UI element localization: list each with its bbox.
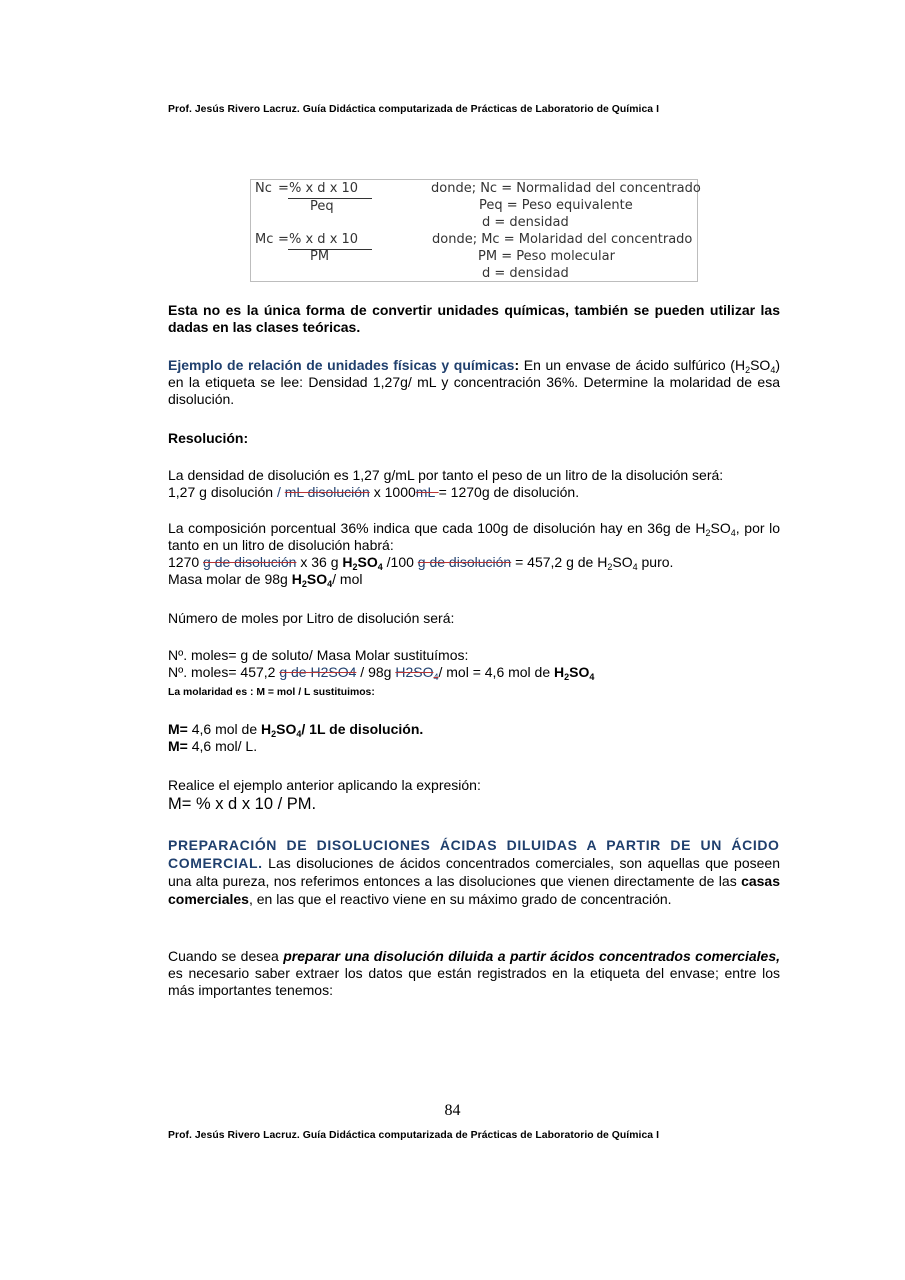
moles-calculation: Nº. moles= g de soluto/ Masa Molar sustituímos: Nº. moles= 457,2 g de H2SO4 / 98g $H2SO_4/$ mol = 4,6 mol de $H_2SO_4$ La molaridad es : M = mol / L sustituimos:	[168, 647, 595, 698]
dilution-paragraph: Cuando se desea preparar una disolución diluida a partir ácidos concentrados comerciales, es necesario saber extraer los datos que están registrados en la etiqueta del envase; entre los más importantes tenemos:	[168, 948, 781, 998]
page-number: 84	[444, 1102, 461, 1119]
nc-numerator: % x d x 10	[289, 181, 359, 196]
page-footer: Prof. Jesús Rivero Lacruz. Guía Didáctica computarizada de Prácticas de Laboratorio de Química I	[168, 1130, 660, 1141]
intro-paragraph: Esta no es la única forma de convertir unidades químicas, también se pueden utilizar las dadas en las clases teóricas.	[168, 302, 780, 335]
peq-definition: Peq = Peso equivalente	[479, 198, 633, 213]
nc-definition: donde; Nc = Normalidad del concentrado	[431, 181, 701, 196]
exercise-formula: M= % x d x 10 / PM.	[168, 795, 317, 813]
preparation-title: PREPARACIÓN DE DISOLUCIONES ÁCIDAS DILUIDAS A PARTIR DE UN ÁCIDO	[168, 837, 780, 853]
example-paragraph: Ejemplo de relación de unidades físicas y químicas: En un envase de ácido sulfúrico $(H_2SO_4)$ en la etiqueta se lee: Densidad 1,27g/ mL y concentración 36%. Determine la molaridad de esa disolución.	[168, 357, 780, 407]
exercise-paragraph: Realice el ejemplo anterior aplicando la expresión: M= % x d x 10 / PM.	[168, 777, 780, 814]
composition-paragraph: La composición porcentual 36% indica que cada 100g de disolución hay en 36g de $H_2SO_4$, por lo tanto en un litro de disolución habrá: 1270 g de disolución x 36 g $H_2SO_4$ /100 g de disolución = 457,2 g de $H_2SO_4$ puro. Masa molar de 98g $H_2SO_4/$ mol	[168, 520, 780, 589]
normality-molarity-formula-figure	[250, 179, 701, 282]
mc-numerator: % x d x 10	[289, 232, 359, 247]
mc-denominator: PM	[310, 249, 330, 264]
example-title: Ejemplo de relación de unidades físicas y químicas	[168, 357, 515, 373]
resolution-heading: Resolución:	[168, 430, 249, 446]
nc-denominator: Peq	[310, 199, 334, 214]
density-definition-2: d = densidad	[482, 266, 569, 281]
mc-equals: =	[278, 232, 289, 247]
density-paragraph: La densidad de disolución es 1,27 g/mL por tanto el peso de un litro de la disolución será: 1,27 g disolución / mL disolución x 1000mL = 1270g de disolución.	[168, 467, 724, 500]
nc-equals: =	[278, 181, 289, 196]
mc-symbol: Mc	[255, 232, 274, 247]
moles-intro: Número de moles por Litro de disolución será:	[168, 610, 455, 626]
nc-symbol: Nc	[255, 181, 272, 196]
molarity-result: M= 4,6 mol de $H_2SO_4/$ 1L de disolución. M= 4,6 mol/ L.	[168, 721, 424, 754]
mc-definition: donde; Mc = Molaridad del concentrado	[432, 232, 693, 247]
page-header: Prof. Jesús Rivero Lacruz. Guía Didáctica computarizada de Prácticas de Laboratorio de Química I	[168, 104, 660, 115]
pm-definition: PM = Peso molecular	[478, 249, 615, 264]
density-definition-1: d = densidad	[482, 215, 569, 230]
preparation-section: PREPARACIÓN DE DISOLUCIONES ÁCIDAS DILUIDAS A PARTIR DE UN ÁCIDO COMERCIAL. Las disoluciones de ácidos concentrados comerciales, son aquellas que poseen una alta pureza, nos referimos entonces a las disoluciones que vienen directamente de las casas comerciales, en las que el reactivo viene en su máximo grado de concentración.	[168, 837, 780, 907]
mc-fraction-bar	[288, 249, 372, 250]
